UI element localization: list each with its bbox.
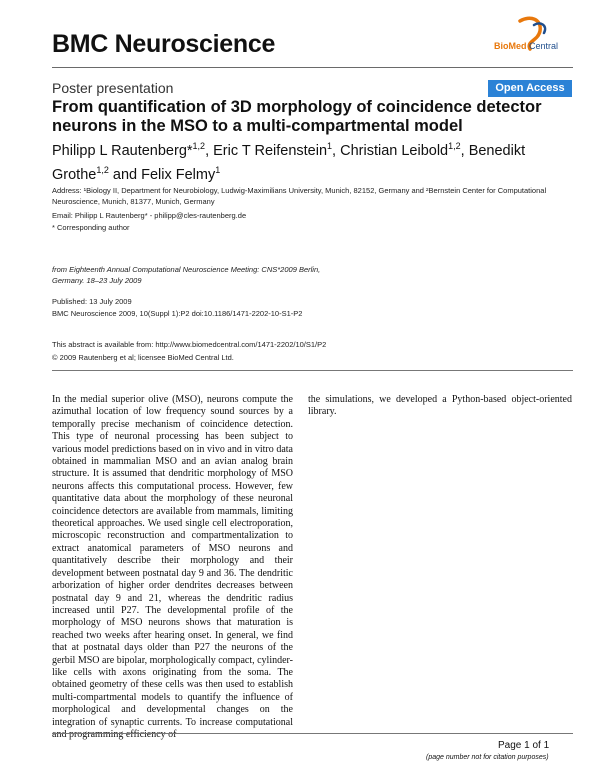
footer-divider [52, 733, 573, 734]
body-column-left [52, 394, 293, 741]
author-list [52, 137, 577, 185]
journal-title: BMC Neuroscience [52, 30, 276, 58]
meeting-source: from Eighteenth Annual Computational Neuroscience Meeting: CNS*2009 Berlin, Germany. 18–23 July 2009 [52, 265, 321, 285]
author-name: Philipp L Rautenberg* [52, 142, 193, 159]
author-name: , Christian Leibold [332, 142, 449, 159]
author-affiliation: 1,2 [96, 164, 109, 175]
corresponding-author-note: * Corresponding author [52, 223, 130, 232]
article-title: From quantification of 3D morphology of coincidence detector neurons in the MSO to a multi-compartmental model [52, 98, 542, 135]
body-paragraph: the simulations, we developed a Python-based object-oriented library. [308, 394, 572, 418]
author-affiliation: 1 [327, 141, 333, 151]
author-affiliation: 1,2 [192, 141, 206, 151]
author-affiliation: 1,2 [448, 141, 461, 151]
logo-text-central: Central [526, 41, 559, 51]
address: Address: ¹Biology II, Department for Neurobiology, Ludwig-Maximilians University, Munich, 82152, Germany and ²Bernstein Center for Computational Neuroscience, Munich, 81377, Munich, Germany [52, 186, 547, 206]
email-line: Email: Philipp L Rautenberg* - philipp@cles-rautenberg.de [52, 211, 247, 220]
body-column-right [308, 394, 572, 419]
page-number: Page 1 of 1 [498, 740, 550, 751]
citation: BMC Neuroscience 2009, 10(Suppl 1):P2 doi:10.1186/1471-2202-10-S1-P2 [52, 309, 303, 318]
availability-link: This abstract is available from: http://www.biomedcentral.com/1471-2202/10/S1/P2 [52, 340, 327, 349]
article-type: Poster presentation [52, 80, 174, 96]
header-divider [52, 67, 573, 68]
author-name: , Benedikt Grothe [52, 142, 526, 183]
metadata-divider [52, 370, 573, 371]
copyright: © 2009 Rautenberg et al; licensee BioMed Central Ltd. [52, 353, 234, 362]
author-name: and Felix Felmy [108, 166, 216, 183]
author-affiliation: 1 [215, 164, 221, 175]
page-number-note: (page number not for citation purposes) [426, 754, 549, 761]
logo-text [494, 41, 558, 51]
author-name: , Eric T Reifenstein [205, 142, 328, 159]
logo-text-biomed: BioMed [494, 41, 527, 51]
published-date: Published: 13 July 2009 [52, 297, 132, 306]
open-access-badge: Open Access [488, 80, 572, 97]
body-paragraph: In the medial superior olive (MSO), neurons compute the azimuthal location of low frequency sound sources by a temporally precise mechanism of coincidence detection. This type of neuronal processing has been subject to various model predictions based on in vivo and in vitro data obtained in mammalian MSO and an avian analog brain structure. It is assumed that dendritic morphology of MSO neurons affects this computational process. However, few quantitative data about the morphology of these neuronal coincidence detectors are available from mammals, limiting theoretical approaches. We used single cell electroporation, microscopic reconstruction and compartmentalization to extract anatomical parameters of MSO neurons and quantitatively describe their morphology and their development between postnatal day 9 and 36. The dendritic arborization of higher order dendrites decreases between postnatal day 9 and 21, whereas the dendritic radius increased until P27. The developmental profile of the morphology of MSO neurons shows that maturation is reached two weeks after hearing onset. In general, we find that at postnatal days older than P27 the neurons of the gerbil MSO are bipolar, morphologically compact, cylinder-like cells with axons originating from the soma. The obtained geometry of these cells was then used to establish multi-compartmental models to quantify the influence of morphological and developmental changes on the integration of synaptic currents. To increase computational and programming efficiency of [52, 394, 293, 740]
